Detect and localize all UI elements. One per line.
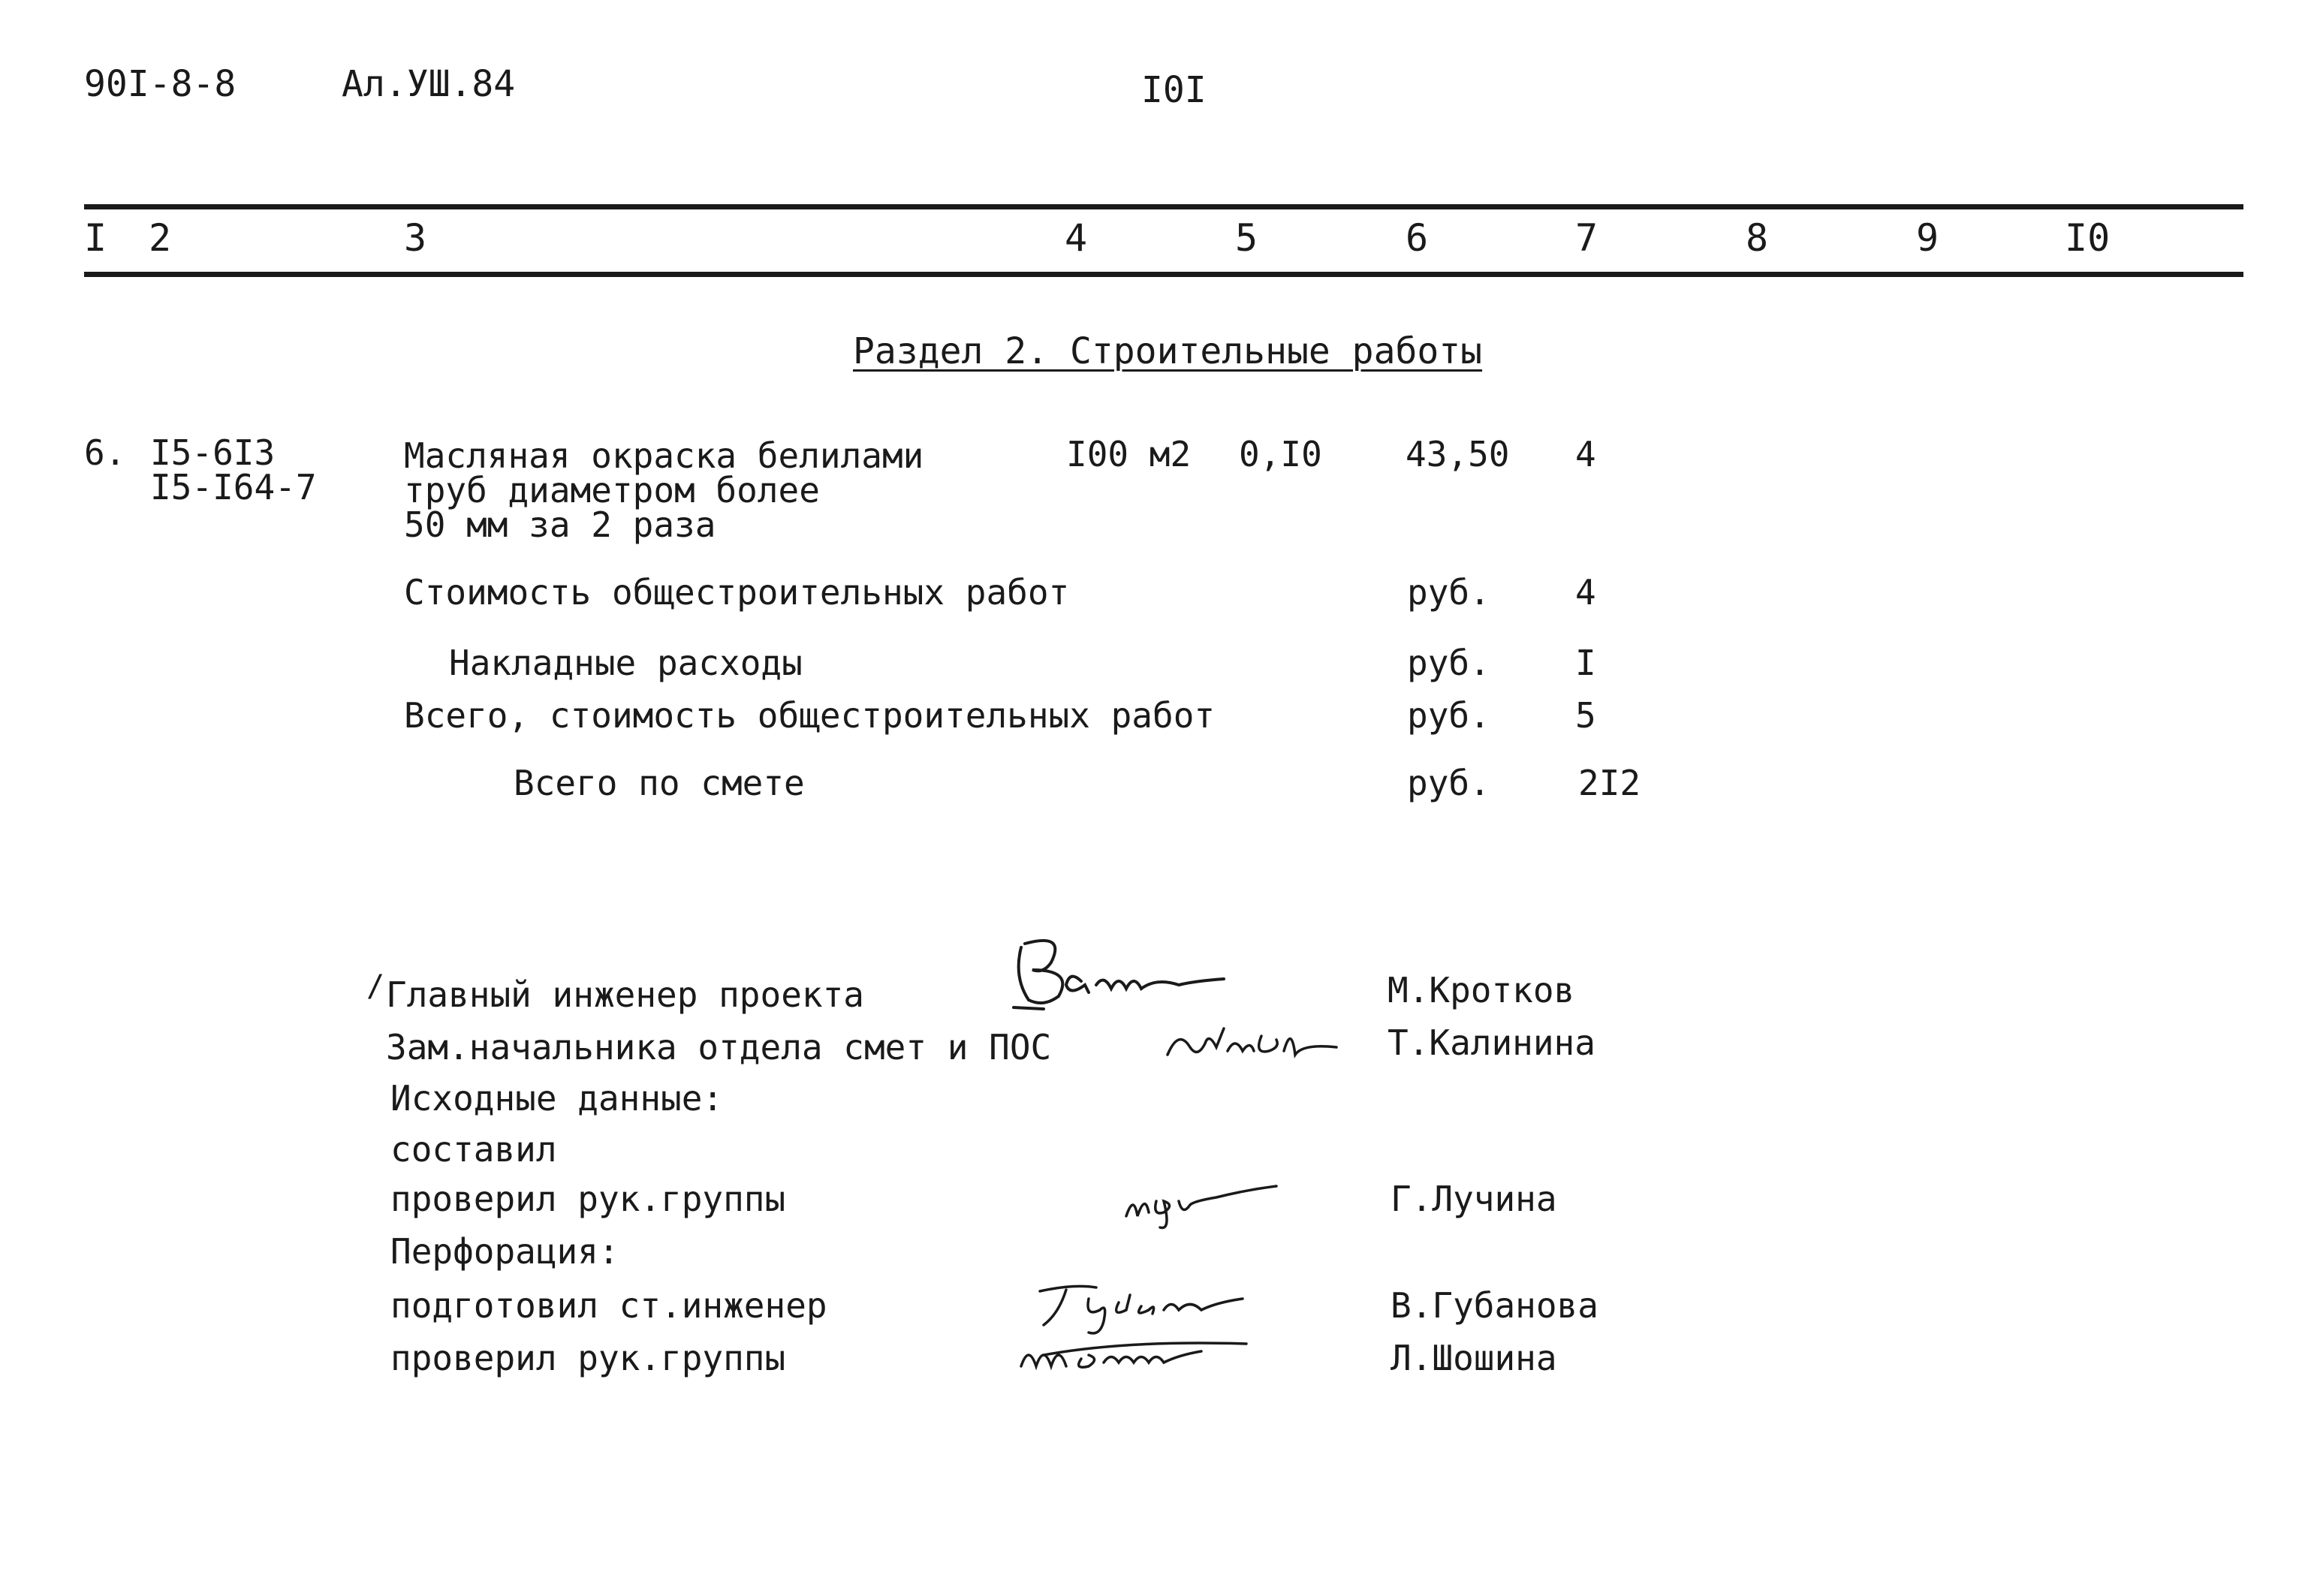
- signature-chief-engineer: [999, 925, 1239, 1015]
- table-top-rule: [84, 204, 2243, 209]
- margin-tick: /: [366, 969, 385, 1004]
- signatory-name: М.Кротков: [1388, 970, 1575, 1010]
- signatory-name: Т.Калинина: [1388, 1022, 1595, 1063]
- item-unit-price: 43,50: [1406, 434, 1510, 474]
- grand-total-unit: руб.: [1407, 763, 1490, 803]
- column-header: 8: [1746, 216, 1769, 260]
- item-code: I5-6I3: [150, 432, 276, 473]
- signatory-name: Л.Шошина: [1391, 1338, 1557, 1378]
- column-header: 3: [404, 216, 427, 260]
- item-description-line: труб диаметром более: [404, 470, 820, 510]
- summary-unit: руб.: [1407, 643, 1490, 683]
- document-code: 90I-8-8: [84, 63, 237, 105]
- column-header: 4: [1065, 216, 1088, 260]
- summary-value: 4: [1575, 572, 1596, 613]
- table-header-rule: [84, 272, 2243, 277]
- column-header: I0: [2065, 216, 2111, 260]
- column-header: 2: [149, 216, 172, 260]
- summary-value: 5: [1575, 695, 1596, 736]
- item-code: I5-I64-7: [150, 467, 317, 507]
- compiled-label: составил: [390, 1129, 557, 1170]
- column-header: 9: [1916, 216, 1939, 260]
- signatory-name: Г.Лучина: [1391, 1179, 1557, 1219]
- column-header: 7: [1575, 216, 1598, 260]
- item-description-line: 50 мм за 2 раза: [404, 504, 716, 545]
- column-header: 5: [1235, 216, 1258, 260]
- summary-label: Накладные расходы: [449, 643, 803, 683]
- summary-unit: руб.: [1407, 695, 1490, 736]
- summary-label: Всего, стоимость общестроительных работ: [404, 695, 1216, 736]
- summary-value: I: [1575, 643, 1596, 683]
- signatory-title: Главный инженер проекта: [386, 974, 864, 1015]
- signature-checked-group-1: [1119, 1171, 1284, 1231]
- item-unit: I00 м2: [1066, 434, 1192, 474]
- grand-total-value: 2I2: [1578, 763, 1641, 803]
- signatory-title: проверил рук.группы: [390, 1338, 786, 1378]
- column-header: 6: [1406, 216, 1429, 260]
- signature-checked-group-2: [1014, 1321, 1254, 1381]
- signatory-name: В.Губанова: [1391, 1285, 1598, 1326]
- signatory-title: подготовил ст.инженер: [390, 1285, 827, 1326]
- item-number: 6.: [84, 432, 126, 473]
- grand-total-label: Всего по смете: [514, 763, 805, 803]
- summary-label: Стоимость общестроительных работ: [404, 572, 1070, 613]
- signatory-title: проверил рук.группы: [390, 1179, 786, 1219]
- signature-deputy-head: [1164, 1013, 1344, 1066]
- page-number: I0I: [1141, 69, 1207, 111]
- perforation-heading: Перфорация:: [390, 1231, 619, 1272]
- item-total: 4: [1575, 434, 1596, 474]
- signatory-title: Зам.начальника отдела смет и ПОС: [386, 1027, 1052, 1068]
- section-title: Раздел 2. Строительные работы: [853, 330, 1483, 372]
- item-quantity: 0,I0: [1239, 434, 1322, 474]
- album-number: Ал.УШ.84: [342, 63, 516, 105]
- column-header: I: [84, 216, 107, 260]
- source-data-heading: Исходные данные:: [390, 1078, 724, 1119]
- summary-unit: руб.: [1407, 572, 1490, 613]
- item-description-line: Масляная окраска белилами: [404, 435, 924, 476]
